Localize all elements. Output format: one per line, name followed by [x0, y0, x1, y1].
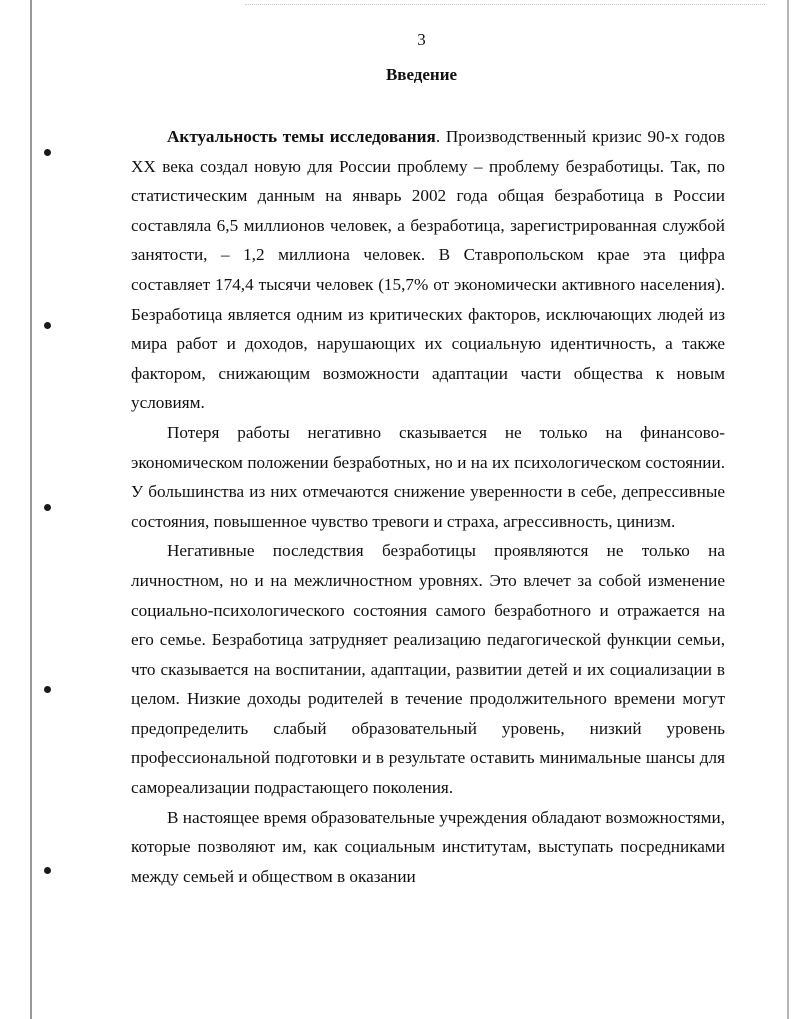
- paragraph-institutions: В настоящее время образовательные учреждения обладают возможностями, которые позволяют им, как социальным институтам, выступать посредниками между семьей и обществом в оказании: [131, 807, 725, 886]
- paragraph-consequences: Негативные последствия безработицы проявляются не только на личностном, но и на межличностном уровнях. Это влечет за собой изменение социально-психологического состояния самого безработного и отражается на его семье. Безработица затрудняет реализацию педагогической функции семьи, что сказывается на воспитании, адаптации, развитии детей и их социализации в целом. Низкие доходы родителей в течение продолжительного времени могут предопределить слабый образовательный уровень, низкий уровень профессиональной подготовки и в результате оставить минимальные шансы для самореализации подрастающего поколения.: [131, 541, 725, 798]
- binding-hole-mark: [44, 322, 51, 329]
- binding-hole-mark: [44, 867, 51, 874]
- scan-left-edge: [30, 0, 32, 1019]
- scan-top-line: [245, 4, 765, 5]
- page-number: 3: [417, 30, 426, 49]
- binding-hole-mark: [44, 149, 51, 156]
- paragraph-lead: Актуальность темы исследования: [167, 127, 436, 146]
- binding-hole-mark: [44, 686, 51, 693]
- document-body: [131, 122, 725, 891]
- paragraph-relevance: [131, 122, 725, 418]
- scan-right-edge: [787, 0, 789, 1019]
- paragraph-text: . Производственный кризис 90-х годов XX века создал новую для России проблему – проблему безработицы. Так, по статистическим данным на январь 2002 года общая безработица в России составляла 6,5 миллионов человек, а безработица, зарегистрированная службой занятости, – 1,2 миллиона человек. В Ставропольском крае эта цифра составляет 174,4 тысячи человек (15,7% от экономически активного населения). Безработица является одним из критических факторов, исключающих людей из мира работ и доходов, нарушающих их социальную идентичность, а также фактором, снижающим возможности адаптации части общества к новым условиям.: [131, 127, 725, 413]
- binding-hole-mark: [44, 504, 51, 511]
- paragraph-job-loss: Потеря работы негативно сказывается не только на финансово-экономическом положении безработных, но и на их психологическом состоянии. У большинства из них отмечаются снижение уверенности в себе, депрессивные состояния, повышенное чувство тревоги и страха, агрессивность, цинизм.: [131, 422, 725, 531]
- page-title: Введение: [385, 65, 458, 84]
